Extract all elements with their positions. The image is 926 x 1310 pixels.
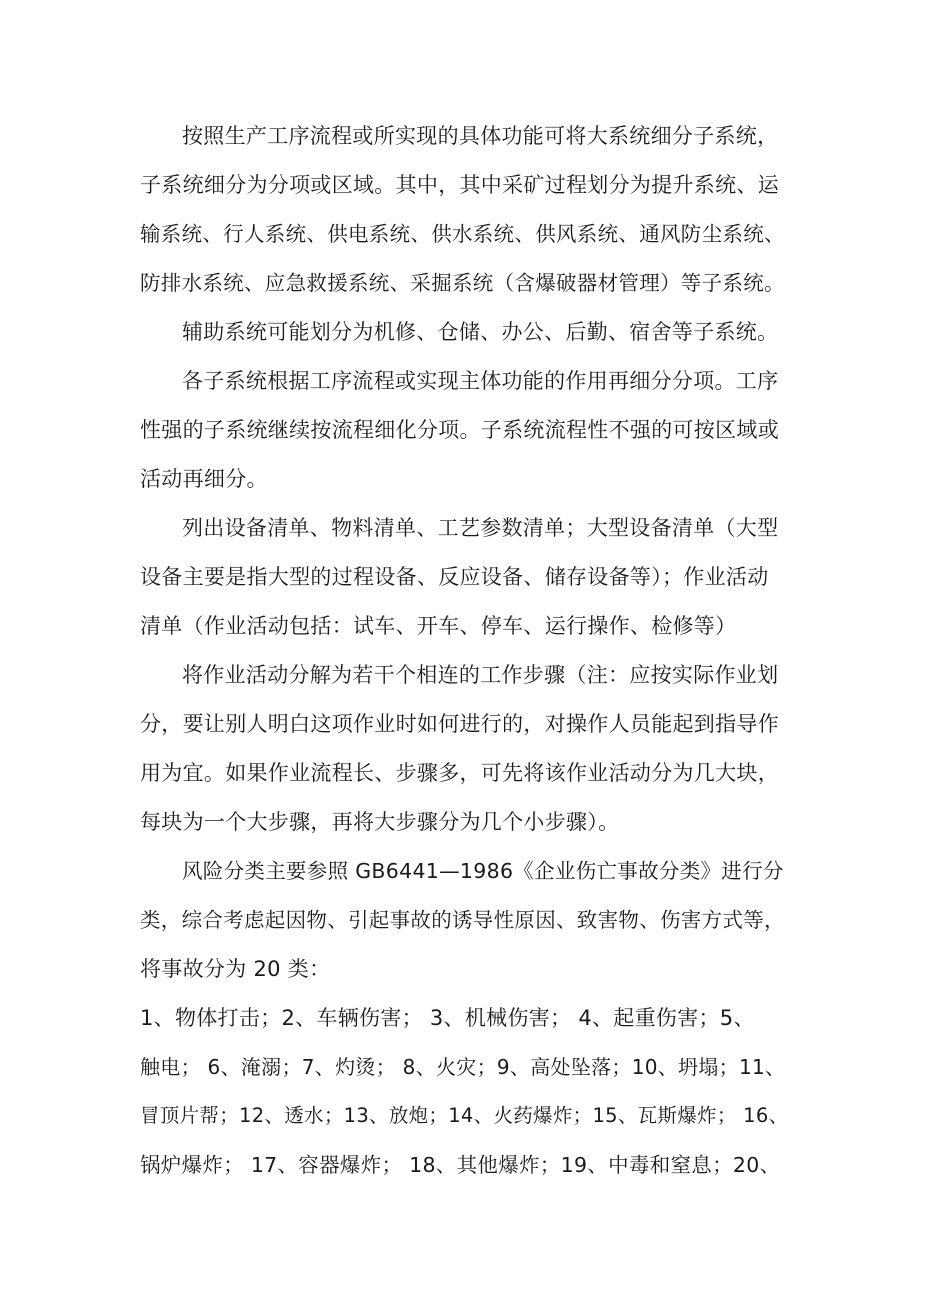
paragraph-6-line-1: 风险分类主要参照 GB6441—1986《企业伤亡事故分类》进行分 — [182, 859, 784, 883]
accident-list-line-4: 锅炉爆炸； 17、容器爆炸； 18、其他爆炸；19、中毒和窒息；20、 — [140, 1153, 781, 1177]
paragraph-5-line-1: 将作业活动分解为若干个相连的工作步骤（注：应按实际作业划 — [182, 663, 779, 687]
paragraph-4-line-2: 设备主要是指大型的过程设备、反应设备、储存设备等）；作业活动 — [140, 565, 769, 589]
paragraph-1-line-2: 子系统细分为分项或区域。其中，其中采矿过程划分为提升系统、运 — [140, 173, 779, 197]
paragraph-3-line-1: 各子系统根据工序流程或实现主体功能的作用再细分分项。工序 — [182, 369, 779, 393]
paragraph-6-line-3: 将事故分为 20 类： — [140, 957, 331, 981]
paragraph-5-line-4: 每块为一个大步骤，再将大步骤分为几个小步骤）。 — [140, 810, 620, 834]
paragraph-1-line-3: 输系统、行人系统、供电系统、供水系统、供风系统、通风防尘系统、 — [140, 222, 785, 246]
paragraph-2-line-1: 辅助系统可能划分为机修、仓储、办公、后勤、宿舍等子系统。 — [182, 320, 779, 344]
paragraph-1-line-1: 按照生产工序流程或所实现的具体功能可将大系统细分子系统， — [182, 124, 779, 148]
paragraph-3-line-3: 活动再细分。 — [140, 467, 268, 491]
paragraph-4-line-1: 列出设备清单、物料清单、工艺参数清单；大型设备清单（大型 — [182, 516, 779, 540]
paragraph-3-line-2: 性强的子系统继续按流程细化分项。子系统流程性不强的可按区域或 — [140, 418, 779, 442]
paragraph-6-line-2: 类，综合考虑起因物、引起事故的诱导性原因、致害物、伤害方式等， — [140, 908, 785, 932]
accident-list-line-2: 触电； 6、淹溺；7、灼烫； 8、火灾；9、高处坠落；10、坍塌；11、 — [140, 1055, 786, 1079]
paragraph-5-line-3: 用为宜。如果作业流程长、步骤多，可先将该作业活动分为几大块， — [140, 761, 779, 785]
accident-list-line-1: 1、物体打击；2、车辆伤害； 3、机械伤害； 4、起重伤害；5、 — [140, 1006, 755, 1030]
paragraph-4-line-3: 清单（作业活动包括：试车、开车、停车、运行操作、检修等） — [140, 614, 737, 638]
paragraph-5-line-2: 分，要让别人明白这项作业时如何进行的，对操作人员能起到指导作 — [140, 712, 779, 736]
accident-list-line-3: 冒顶片帮；12、透水；13、放炮；14、火药爆炸；15、瓦斯爆炸； 16、 — [140, 1104, 789, 1127]
paragraph-1-line-4: 防排水系统、应急救援系统、采掘系统（含爆破器材管理）等子系统。 — [140, 271, 785, 295]
